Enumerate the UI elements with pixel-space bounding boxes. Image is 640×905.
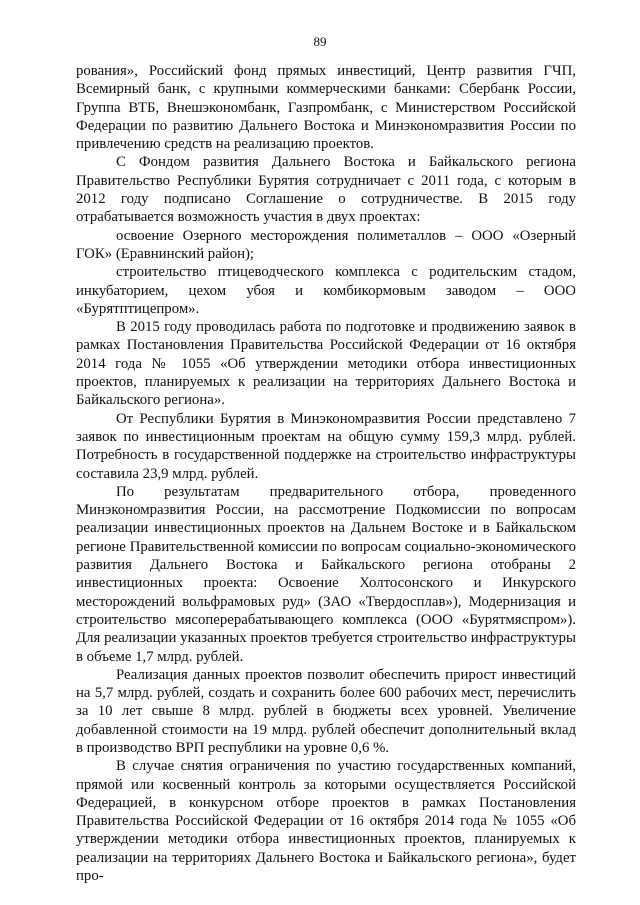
page-number: 89 (313, 34, 327, 49)
paragraph: рования», Российский фонд прямых инвестиций, Центр развития ГЧП, Всемирный банк, с крупными коммерческими банками: Сбербанк России, Группа ВТБ, Внешэкономбанк, Газпромбанк, с Министерством Российской Федерации по развитию Дальнего Востока и Минэкономразвития России по привлечению средств на реализацию проектов. (76, 63, 576, 153)
paragraph: строительство птицеводческого комплекса с родительским стадом, инкубаторием, цехом убоя и комбикормовым заводом – ООО «Бурятптицепром». (76, 264, 576, 317)
paragraph: Реализация данных проектов позволит обеспечить прирост инвестиций на 5,7 млрд. рублей, создать и сохранить более 600 рабочих мест, перечислить за 10 лет свыше 8 млрд. рублей в бюджеты всех уровней. Увеличение добавленной стоимости на 19 млрд. рублей обеспечит дополнительный вклад в производство ВРП республики на уровне 0,6 %. (76, 666, 576, 756)
paragraph: По результатам предварительного отбора, проведенного Минэкономразвития России, на рассмотрение Подкомиссии по вопросам реализации инвестиционных проектов на Дальнем Востоке и в Байкальском регионе Правительственной комиссии по вопросам социально-экономического развития Дальнего Востока и Байкальского региона отобраны 2 инвестиционных проекта: Освоение Холтосонского и Инкурского месторождений вольфрамовых руд» (ЗАО «Твердосплав»), Модернизация и строительство мясоперерабатывающего комплекса (ООО «Бурятмяспром»). Для реализации указанных проектов требуется строительство инфраструктуры в объеме 1,7 млрд. рублей. (76, 483, 576, 665)
paragraph: В 2015 году проводилась работа по подготовке и продвижению заявок в рамках Постановления Правительства Российской Федерации от 16 октября 2014 года № 1055 «Об утверждении методики отбора инвестиционных проектов, планируемых к реализации на территориях Дальнего Востока и Байкальского региона». (76, 319, 576, 409)
paragraph: В случае снятия ограничения по участию государственных компаний, прямой или косвенный контроль за которыми осуществляется Российской Федерацией, в конкурсном отборе проектов в рамках Постановления Правительства Российской Федерации от 16 октября 2014 года № 1055 «Об утверждении методики отбора инвестиционных проектов, планируемых к реализации на территориях Дальнего Востока и Байкальского региона», будет про- (76, 758, 576, 885)
paragraph: От Республики Бурятия в Минэкономразвития России представлено 7 заявок по инвестиционным проектам на общую сумму 159,3 млрд. рублей. Потребность в государственной поддержке на строительство инфраструктуры составила 23,9 млрд. рублей. (76, 410, 576, 482)
body-text (76, 62, 576, 885)
paragraph: С Фондом развития Дальнего Востока и Байкальского региона Правительство Республики Бурятия сотрудничает с 2011 года, с которым в 2012 году подписано Соглашение о сотрудничестве. В 2015 году отрабатывается возможность участия в двух проектах: (76, 154, 576, 226)
paragraph: освоение Озерного месторождения полиметаллов – ООО «Озерный ГОК» (Еравнинский район); (76, 227, 576, 262)
